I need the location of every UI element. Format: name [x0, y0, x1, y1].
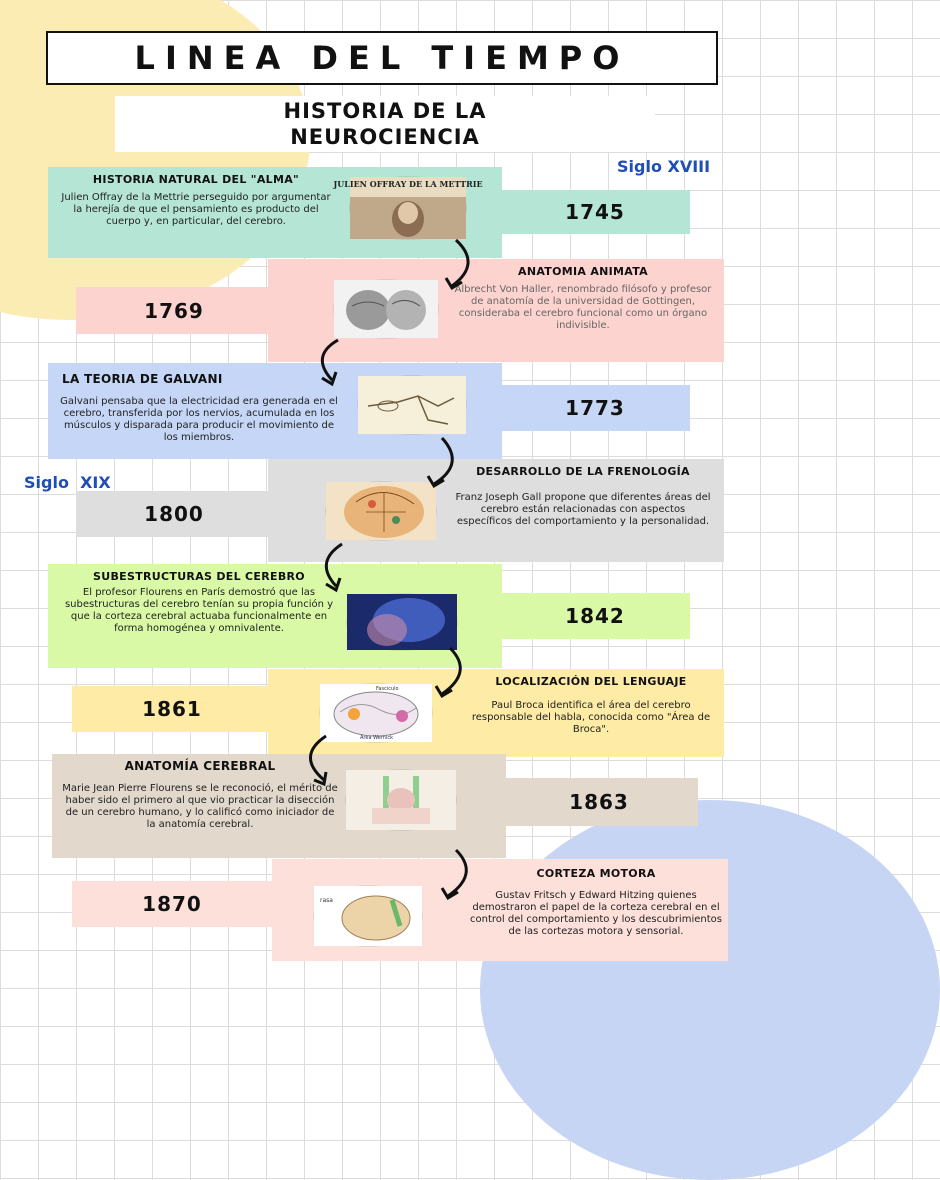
- event-year-1745: 1745: [500, 190, 690, 234]
- event-year-1800: 1800: [76, 491, 272, 537]
- brain-cross-section-image: [346, 770, 456, 830]
- event-year-1773: 1773: [500, 385, 690, 431]
- page-title: LINEA DEL TIEMPO: [46, 31, 718, 85]
- event-description: Julien Offray de la Mettrie perseguido por argumentar la herejía de que el pensamiento es producto del cuerpo y, en particular, del cerebro.: [61, 192, 331, 227]
- curved-arrow-icon: [428, 644, 472, 700]
- subtitle-line-2: NEUROCIENCIA: [290, 125, 480, 149]
- mettrie-portrait-image: [333, 177, 483, 239]
- event-year-1863: 1863: [500, 778, 698, 826]
- event-description: El profesor Flourens en París demostró que las subestructuras del cerebro tenían su propia función y que la corteza cerebral actuaba funcionalmente en forma homogénea y omnivalente.: [64, 587, 334, 634]
- brain-scan-image: [347, 594, 457, 650]
- event-description: Franz Joseph Gall propone que diferentes áreas del cerebro están relacionadas con aspectos específicos del comportamiento y la personalidad.: [455, 492, 711, 527]
- page-subtitle: [115, 96, 655, 152]
- event-description: Gustav Fritsch y Edward Hitzing quienes demostraron el papel de la corteza cerebral en el control del comportamiento y los descubrimientos de las cortezas motora y sensorial.: [470, 890, 722, 937]
- event-description: Albrecht Von Haller, renombrado filósofo y profesor de anatomía de la universidad de Gottingen, consideraba el cerebro funcional como un órgano indivisible.: [454, 284, 712, 331]
- century-label-xviii: Siglo XVIII: [617, 157, 711, 176]
- event-description: Paul Broca identifica el área del cerebro responsable del habla, conocida como "Área de Broca".: [471, 700, 711, 735]
- event-title: ANATOMÍA CEREBRAL: [124, 759, 276, 773]
- event-title: LA TEORIA DE GALVANI: [62, 372, 223, 386]
- portrait-caption: JULIEN OFFRAY DE LA METTRIE: [333, 179, 483, 189]
- curved-arrow-icon: [308, 336, 352, 388]
- curved-arrow-icon: [296, 732, 342, 790]
- subtitle-line-1: HISTORIA DE LA: [283, 99, 487, 123]
- event-year-1769: 1769: [76, 287, 272, 334]
- diagram-label: Fasciculo: [376, 686, 399, 692]
- diagram-label: Área Wernick: [360, 735, 393, 741]
- event-year-1870: 1870: [72, 881, 272, 927]
- motor-cortex-brain-image: [314, 886, 422, 946]
- event-description: Marie Jean Pierre Flourens se le reconoció, el mérito de haber sido el primero al que vio practicar la disección de un cerebro humano, y lo calificó como iniciador de la anatomía cerebral.: [62, 783, 338, 830]
- decorative-blue-blob: [480, 800, 940, 1180]
- anatomy-head-image: [334, 280, 438, 338]
- diagram-label: rasa: [320, 897, 333, 904]
- event-title: ANATOMIA ANIMATA: [518, 265, 648, 278]
- curved-arrow-icon: [420, 434, 466, 492]
- event-description: Galvani pensaba que la electricidad era generada en el cerebro, transferida por los nervios, acumulada en los músculos y disparada para producir el movimiento de los miembros.: [60, 396, 338, 443]
- galvani-frog-image: [358, 376, 466, 434]
- event-title: CORTEZA MOTORA: [536, 867, 656, 880]
- century-label-xix: Siglo XIX: [24, 473, 111, 492]
- event-title: LOCALIZACIÓN DEL LENGUAJE: [495, 675, 687, 688]
- event-title: DESARROLLO DE LA FRENOLOGÍA: [476, 465, 690, 478]
- event-title: SUBESTRUCTURAS DEL CEREBRO: [93, 570, 305, 583]
- curved-arrow-icon: [312, 540, 356, 594]
- event-title: HISTORIA NATURAL DEL "ALMA": [92, 173, 300, 186]
- curved-arrow-icon: [434, 846, 478, 902]
- event-year-1842: 1842: [500, 593, 690, 639]
- event-year-1861: 1861: [72, 686, 272, 732]
- curved-arrow-icon: [438, 236, 482, 294]
